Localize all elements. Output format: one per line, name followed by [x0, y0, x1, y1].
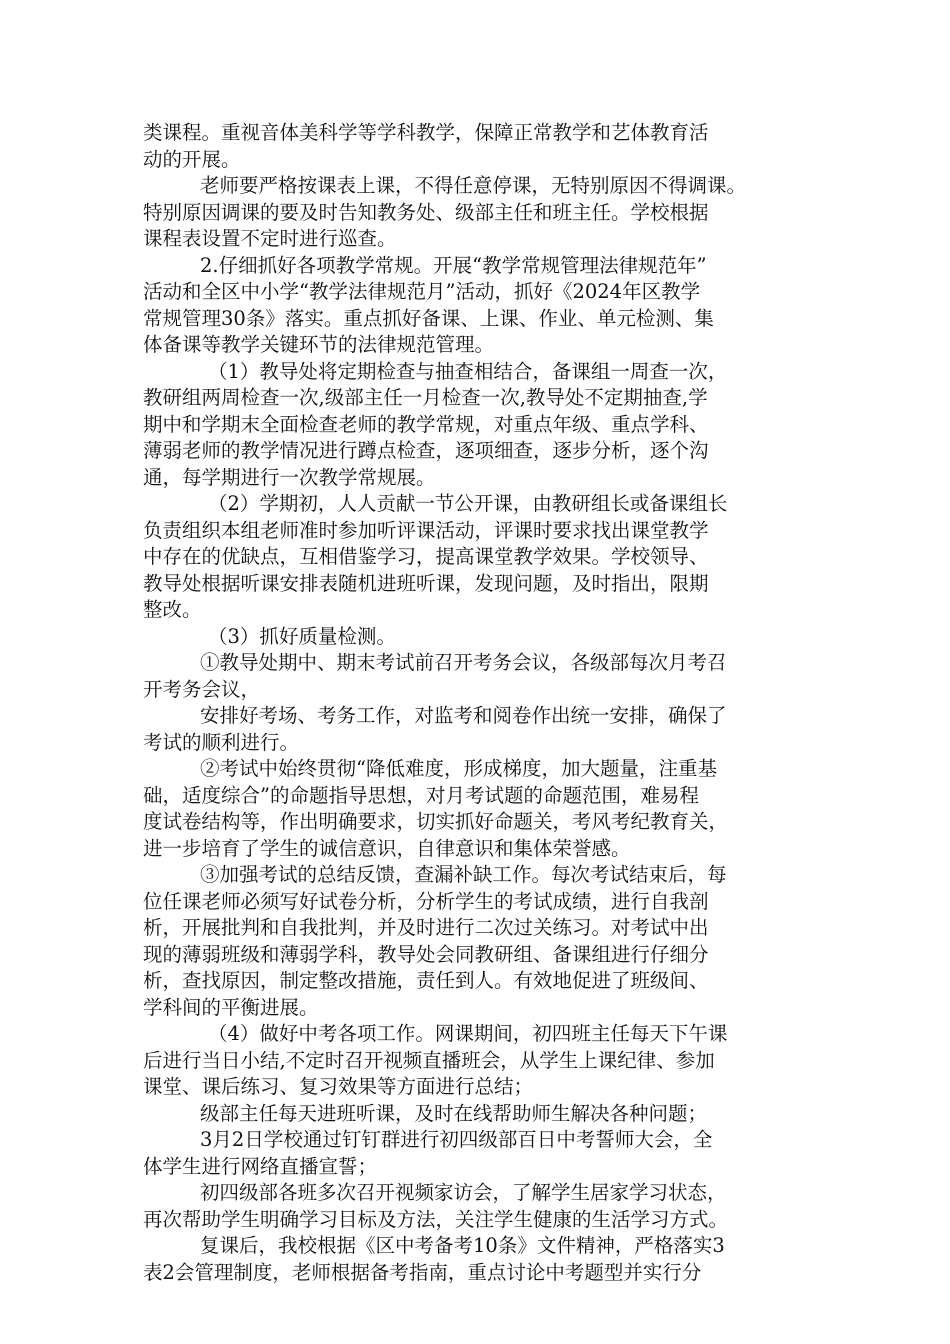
text-line: 初四级部各班多次召开视频家访会，了解学生居家学习状态，	[200, 1181, 727, 1204]
text-line: 体学生进行网络直播宣誓；	[143, 1154, 378, 1178]
text-line: 再次帮助学生明确学习目标及方法，关注学生健康的生活学习方式。	[143, 1207, 729, 1231]
text-line: ①教导处期中、期末考试前召开考务会议，各级部每次月考召	[200, 651, 727, 674]
text-line: （2）学期初，人人贡献一节公开课，由教研组长或备课组长	[208, 492, 728, 515]
text-line: （3）抓好质量检测。	[208, 624, 396, 648]
text-line: 复课后，我校根据《区中考备考10条》文件精神，严格落实3	[200, 1234, 725, 1257]
text-line: 考试的顺利进行。	[143, 730, 300, 754]
text-line: 进一步培育了学生的诚信意识，自律意识和集体荣誉感。	[143, 836, 631, 860]
text-line: 老师要严格按课表上课，不得任意停课，无特别原因不得调课。	[200, 174, 747, 197]
text-line: 类课程。重视音体美科学等学科教学，保障正常教学和艺体教育活	[143, 121, 709, 144]
text-line: 现的薄弱班级和薄弱学科，教导处会同教研组、备课组进行仔细分	[143, 942, 709, 966]
text-line: 教研组两周检查一次,级部主任一月检查一次,教导处不定期抽查,学	[143, 386, 708, 409]
text-line: 后进行当日小结,不定时召开视频直播班会，从学生上课纪律、参加	[143, 1048, 715, 1072]
text-line: 3月2日学校通过钉钉群进行初四级部百日中考誓师大会，全	[200, 1128, 713, 1151]
text-line: 2.仔细抓好各项教学常规。开展“教学常规管理法律规范年”	[200, 253, 707, 277]
text-line: 特别原因调课的要及时告知教务处、级部主任和班主任。学校根据	[143, 200, 709, 224]
text-line: 级部主任每天进班听课，及时在线帮助师生解决各种问题；	[200, 1101, 708, 1125]
text-line: 常规管理30条》落实。重点抓好备课、上课、作业、单元检测、集	[143, 306, 714, 330]
text-line: 动的开展。	[143, 147, 241, 171]
text-line: 开考务会议，	[143, 677, 261, 701]
text-line: 础，适度综合”的命题指导思想，对月考试题的命题范围，难易程	[143, 783, 699, 807]
text-line: 期中和学期末全面检查老师的教学常规，对重点年级、重点学科、	[143, 412, 709, 436]
text-line: 体备课等教学关键环节的法律规范管理。	[143, 333, 495, 356]
text-line: 整改。	[143, 598, 202, 621]
text-line: 析，查找原因，制定整改措施，责任到人。有效地促进了班级间、	[143, 969, 709, 992]
text-line: 中存在的优缺点，互相借鉴学习，提高课堂教学效果。学校领导、	[143, 545, 709, 568]
text-line: ②考试中始终贯彻“降低难度，形成梯度，加大题量，注重基	[200, 757, 717, 780]
text-line: 学科间的平衡进展。	[143, 995, 319, 1019]
text-line: （4）做好中考各项工作。网课期间，初四班主任每天下午课	[208, 1022, 728, 1045]
document-body	[143, 120, 811, 1286]
text-line: 薄弱老师的教学情况进行蹲点检查，逐项细查，逐步分析，逐个沟	[143, 439, 709, 462]
text-line: 位任课老师必须写好试卷分析，分析学生的考试成绩，进行自我剖	[143, 889, 709, 913]
text-line: ③加强考试的总结反馈，查漏补缺工作。每次考试结束后，每	[200, 863, 727, 886]
text-line: 活动和全区中小学“教学法律规范月”活动，抓好《2024年区教学	[143, 280, 701, 303]
text-line: 教导处根据听课安排表随机进班听课，发现问题，及时指出，限期	[143, 571, 709, 595]
text-line: （1）教导处将定期检查与抽查相结合，备课组一周查一次，	[208, 359, 728, 383]
text-line: 课程表设置不定时进行巡查。	[143, 227, 397, 250]
text-line: 安排好考场、考务工作，对监考和阅卷作出统一安排，确保了	[200, 704, 727, 727]
text-line: 课堂、课后练习、复习效果等方面进行总结；	[143, 1075, 534, 1098]
text-line: 析，开展批判和自我批判，并及时进行二次过关练习。对考试中出	[143, 916, 709, 939]
text-line: 通，每学期进行一次教学常规展。	[143, 465, 436, 489]
text-line: 表2会管理制度，老师根据备考指南，重点讨论中考题型并实行分	[143, 1260, 702, 1284]
text-line: 负责组织本组老师准时参加听评课活动，评课时要求找出课堂教学	[143, 518, 709, 542]
text-line: 度试卷结构等，作出明确要求，切实抓好命题关，考风考纪教育关，	[143, 810, 729, 833]
